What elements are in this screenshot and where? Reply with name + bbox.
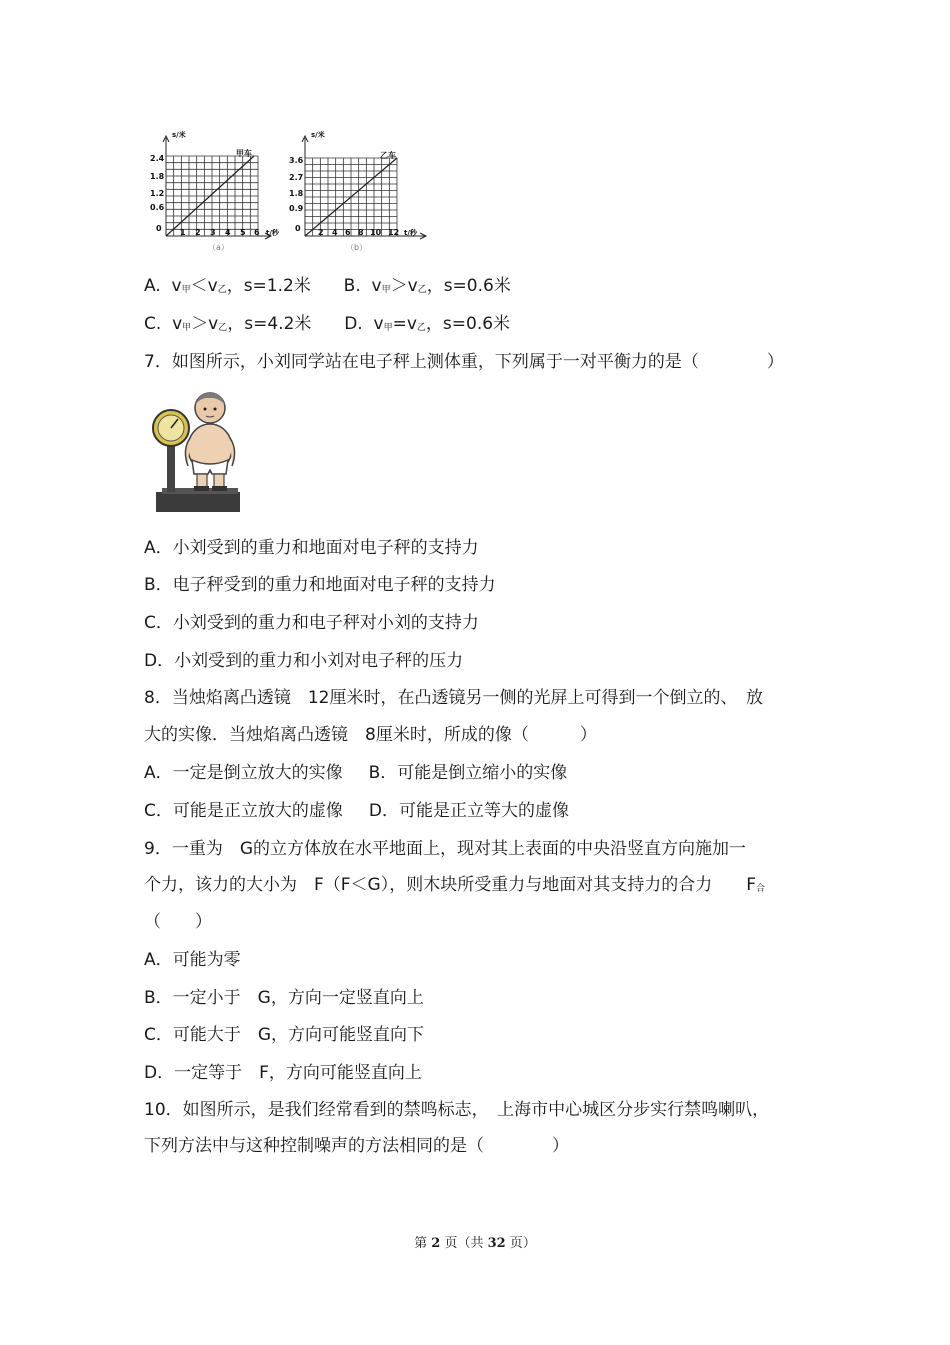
q7-stem: 7．如图所示，小刘同学站在电子秤上测体重，下列属于一对平衡力的是（ ） xyxy=(144,352,784,372)
graph-a-xtick: 5 xyxy=(240,228,246,237)
q8-stem-line1: 8．当烛焰离凸透镜 12厘米时，在凸透镜另一侧的光屏上可得到一个倒立的、 放 xyxy=(144,688,763,708)
q9-option-b: B．一定小于 G，方向一定竖直向上 xyxy=(144,988,424,1008)
graph-b-caption: （b） xyxy=(346,243,368,252)
graph-a-xtick: 2 xyxy=(195,228,201,237)
graph-a-ytick: 2.4 xyxy=(150,154,165,163)
graph-a-xlabel: t/秒 xyxy=(266,229,279,237)
graph-b-ytick: 3.6 xyxy=(289,156,304,165)
q6-option-d: D. v甲=v乙，s=0.6米 xyxy=(344,314,511,334)
scale-person-illustration xyxy=(148,388,244,518)
q7-option-a: A．小刘受到的重力和地面对电子秤的支持力 xyxy=(144,538,479,558)
q8-stem-line2: 大的实像．当烛焰离凸透镜 8厘米时，所成的像（ ） xyxy=(144,725,597,745)
graph-b-ytick: 0 xyxy=(295,224,301,233)
graph-b-xtick: 6 xyxy=(345,228,351,237)
q9-stem-line2: 个力，该力的大小为 F（F＜G），则木块所受重力与地面对其支持力的合力 F合 xyxy=(144,875,766,895)
graph-a-xtick: 4 xyxy=(225,228,231,237)
graph-a-ytick: 1.8 xyxy=(150,172,165,181)
q9-option-c: C．可能大于 G，方向可能竖直向下 xyxy=(144,1025,425,1045)
graph-a-series-label: 甲车 xyxy=(236,149,252,158)
graph-b-ytick: 0.9 xyxy=(289,204,304,213)
graph-b-ytick: 2.7 xyxy=(289,173,304,182)
q10-stem-line2: 下列方法中与这种控制噪声的方法相同的是（ ） xyxy=(144,1136,569,1156)
q7-option-b: B．电子秤受到的重力和地面对电子秤的支持力 xyxy=(144,575,496,595)
graph-a xyxy=(146,132,276,256)
q9-option-a: A．可能为零 xyxy=(144,950,241,970)
q6-options-row1 xyxy=(144,275,511,301)
graph-b-xtick: 8 xyxy=(358,228,364,237)
q8-option-c: C．可能是正立放大的虚像 xyxy=(144,801,343,821)
graph-a-caption: （a） xyxy=(208,243,229,252)
q6-option-b: B. v甲＞v乙，s=0.6米 xyxy=(343,276,511,296)
q7-option-d: D．小刘受到的重力和小刘对电子秤的压力 xyxy=(144,651,464,671)
graph-b-xlabel: t/秒 xyxy=(404,229,417,237)
q9-option-d: D．一定等于 F，方向可能竖直向上 xyxy=(144,1063,422,1083)
graph-a-ylabel: s/米 xyxy=(172,131,186,139)
graph-a-xtick: 3 xyxy=(210,228,216,237)
q9-stem-line3: （ ） xyxy=(144,912,212,932)
q8-options-row2 xyxy=(144,800,569,822)
graph-a-xtick: 6 xyxy=(254,228,260,237)
graph-a-ytick: 0.6 xyxy=(150,203,165,212)
q7-option-c: C．小刘受到的重力和电子秤对小刘的支持力 xyxy=(144,613,479,633)
graph-b-xtick: 4 xyxy=(332,228,338,237)
q8-options-row1 xyxy=(144,762,567,784)
q6-options-row2 xyxy=(144,313,510,339)
page-total: 32 xyxy=(487,1236,506,1251)
q9-stem-line1: 9．一重为 G的立方体放在水平地面上，现对其上表面的中央沿竖直方向施加一 xyxy=(144,839,746,859)
graph-b-ytick: 1.8 xyxy=(289,189,304,198)
graph-a-xtick: 1 xyxy=(180,228,186,237)
q6-option-a: A. v甲＜v乙，s=1.2米 xyxy=(144,276,311,296)
q8-option-a: A．一定是倒立放大的实像 xyxy=(144,763,343,783)
graph-b-series-label: 乙车 xyxy=(380,151,396,160)
graph-b-xtick: 2 xyxy=(318,228,324,237)
q6-option-c: C. v甲＞v乙，s=4.2米 xyxy=(144,314,312,334)
q8-option-d: D．可能是正立等大的虚像 xyxy=(368,801,569,821)
graph-a-ytick: 1.2 xyxy=(150,189,165,198)
q8-option-b: B．可能是倒立缩小的实像 xyxy=(368,763,568,783)
graph-a-ytick: 0 xyxy=(156,224,162,233)
page-number: 2 xyxy=(431,1236,441,1251)
graph-b-xtick: 10 xyxy=(370,228,382,237)
graph-b-xtick: 12 xyxy=(388,228,400,237)
graph-b-ylabel: s/米 xyxy=(311,131,325,139)
page-footer: 第 2 页（共 32 页） xyxy=(414,1236,536,1251)
q10-stem-line1: 10．如图所示，是我们经常看到的禁鸣标志， 上海市中心城区分步实行禁鸣喇叭， xyxy=(144,1100,770,1120)
